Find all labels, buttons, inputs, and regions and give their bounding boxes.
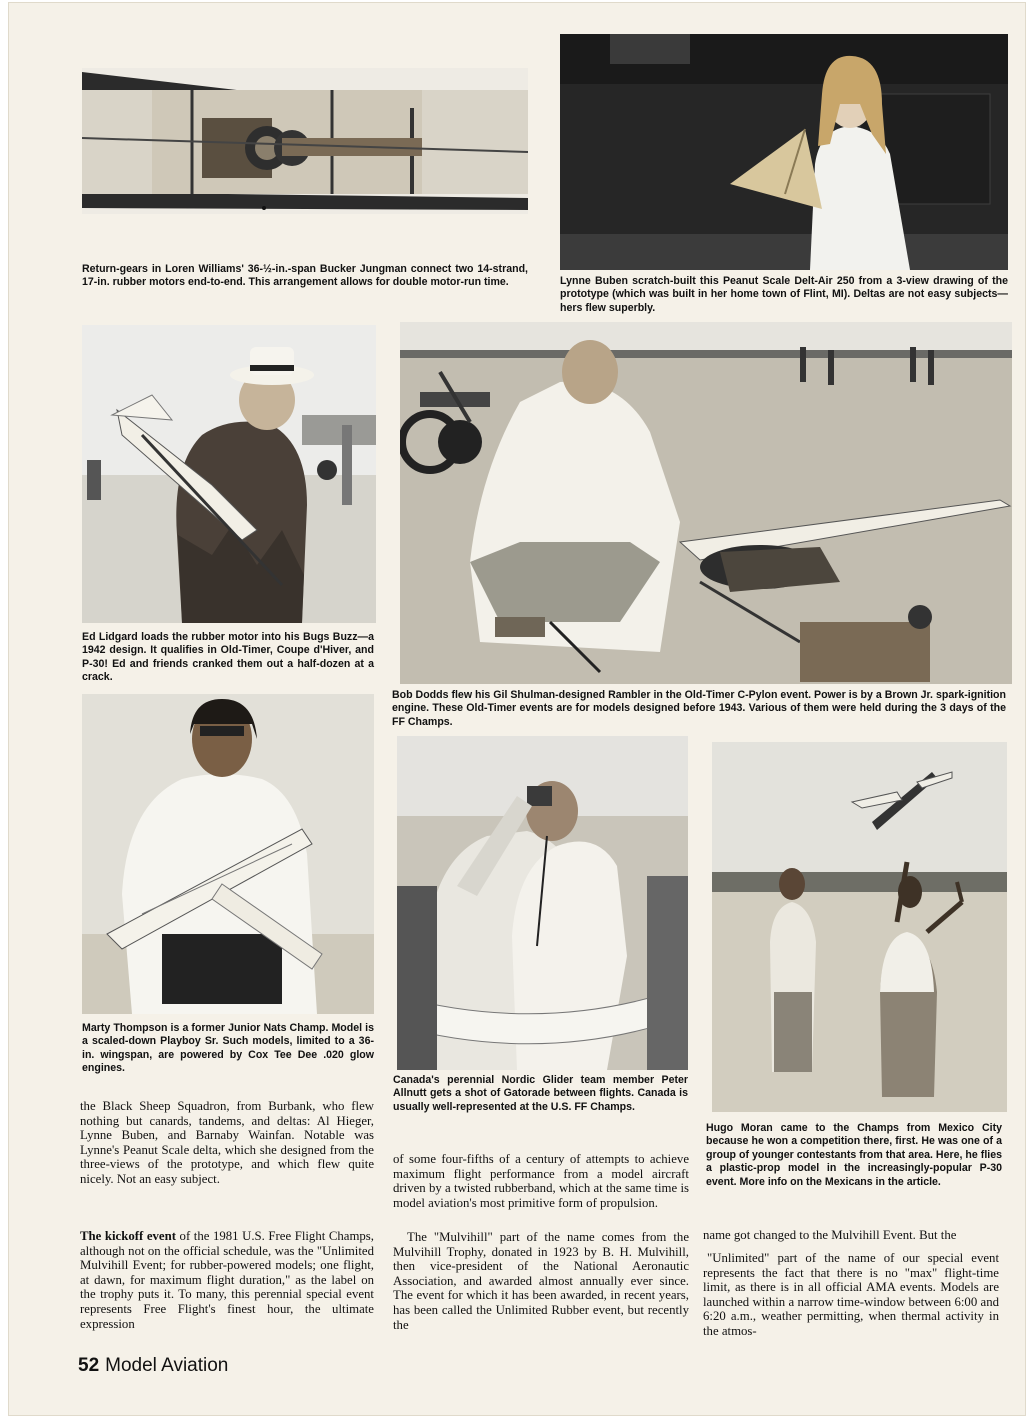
photo-bob-dodds (400, 322, 1012, 684)
body-col2-para2: The "Mulvihill" part of the name comes from the Mulvihill Trophy, donated in 1923 by B. H. Mulvihill, then vice-president of the National Aeronautic Association, and awarded almost annually ever since. The event for which it has been awarded, in recent years, has been called the Unlimited Rubber event, but recently the (393, 1230, 689, 1332)
photo-ed-lidgard (82, 325, 376, 623)
body-col3-para1: name got changed to the Mulvihill Event. But the (703, 1228, 957, 1242)
caption-marty-thompson: Marty Thompson is a former Junior Nats Champ. Model is a scaled-down Playboy Sr. Such models, limited to a 36-in. wingspan, are powered by Cox Tee Dee .020 glow engines. (82, 1022, 374, 1075)
photo-marty-thompson (82, 694, 374, 1014)
caption-bob-dodds: Bob Dodds flew his Gil Shulman-designed Rambler in the Old-Timer C-Pylon event. Power is by a Brown Jr. spark-ignition engine. These Old-Timer events are for models designed before 1943. Various of them were held during the 3 days of the FF Champs. (392, 689, 1006, 728)
caption-ed-lidgard: Ed Lidgard loads the rubber motor into his Bugs Buzz—a 1942 design. It qualifies in Old-Timer, Coupe d'Hiver, and P-30! Ed and friends cranked them out a half-dozen at a crack. (82, 631, 374, 684)
photo-peter-allnutt (397, 736, 688, 1070)
photo-return-gears (82, 68, 528, 214)
page-footer (78, 1355, 228, 1377)
photo-hugo-moran (712, 742, 1007, 1112)
caption-hugo-moran: Hugo Moran came to the Champs from Mexico City because he won a competition there, first. He was one of a group of younger contestants from that area. Here, he flies a plastic-prop model in the increasingly-popular P-30 event. More info on the Mexicans in the article. (706, 1122, 1002, 1188)
publication-name: Model Aviation (105, 1355, 229, 1376)
body-col2-para1: of some four-fifths of a century of attempts to achieve maximum flight performance from a model aircraft driven by a twisted rubberband, which at the same time is model aviation's most primitive form of propulsion. (393, 1152, 689, 1210)
caption-return-gears: Return-gears in Loren Williams' 36-½-in.-span Bucker Jungman connect two 14-strand, 17-in. rubber motors end-to-end. This arrangement allows for double motor-run time. (82, 263, 528, 289)
page-number: 52 (78, 1355, 100, 1376)
caption-lynne-buben: Lynne Buben scratch-built this Peanut Scale Delt-Air 250 from a 3-view drawing of the prototype (which was built in her home town of Flint, MI). Deltas are not easy subjects—hers flew superbly. (560, 275, 1008, 314)
body-col1-para2 (80, 1229, 374, 1331)
body-col1-para1: the Black Sheep Squadron, from Burbank, who flew nothing but canards, tandems, and deltas: Al Hieger, Lynne Buben, and Barnaby Wainfan. Notable was Lynne's Peanut Scale delta, which she designed from the three-views of the prototype, and which flew quite nicely. Not an easy subject. (80, 1099, 374, 1186)
caption-peter-allnutt: Canada's perennial Nordic Glider team member Peter Allnutt gets a shot of Gatorade between flights. Canada is usually well-represented at the U.S. FF Champs. (393, 1074, 688, 1113)
body-col1-para2-text: of the 1981 U.S. Free Flight Champs, although not on the official schedule, was the "Unlimited Mulvihill Event; for rubber-powered models; one flight, at dawn, for maximum flight duration," as the label on the trophy puts it. To many, this perennial special event represents Free Flight's finest hour, the ultimate expression (80, 1229, 374, 1331)
photo-lynne-buben (560, 34, 1008, 270)
body-col1-lead: The kickoff event (80, 1229, 176, 1243)
body-col3-para2: "Unlimited" part of the name of our special event represents the fact that there is no "max" flight-time limit, as there is in all official AMA events. Models are launched within a narrow time-window between 6:00 and 6:20 a.m., weather permitting, when thermal activity in the atmos- (703, 1251, 999, 1338)
